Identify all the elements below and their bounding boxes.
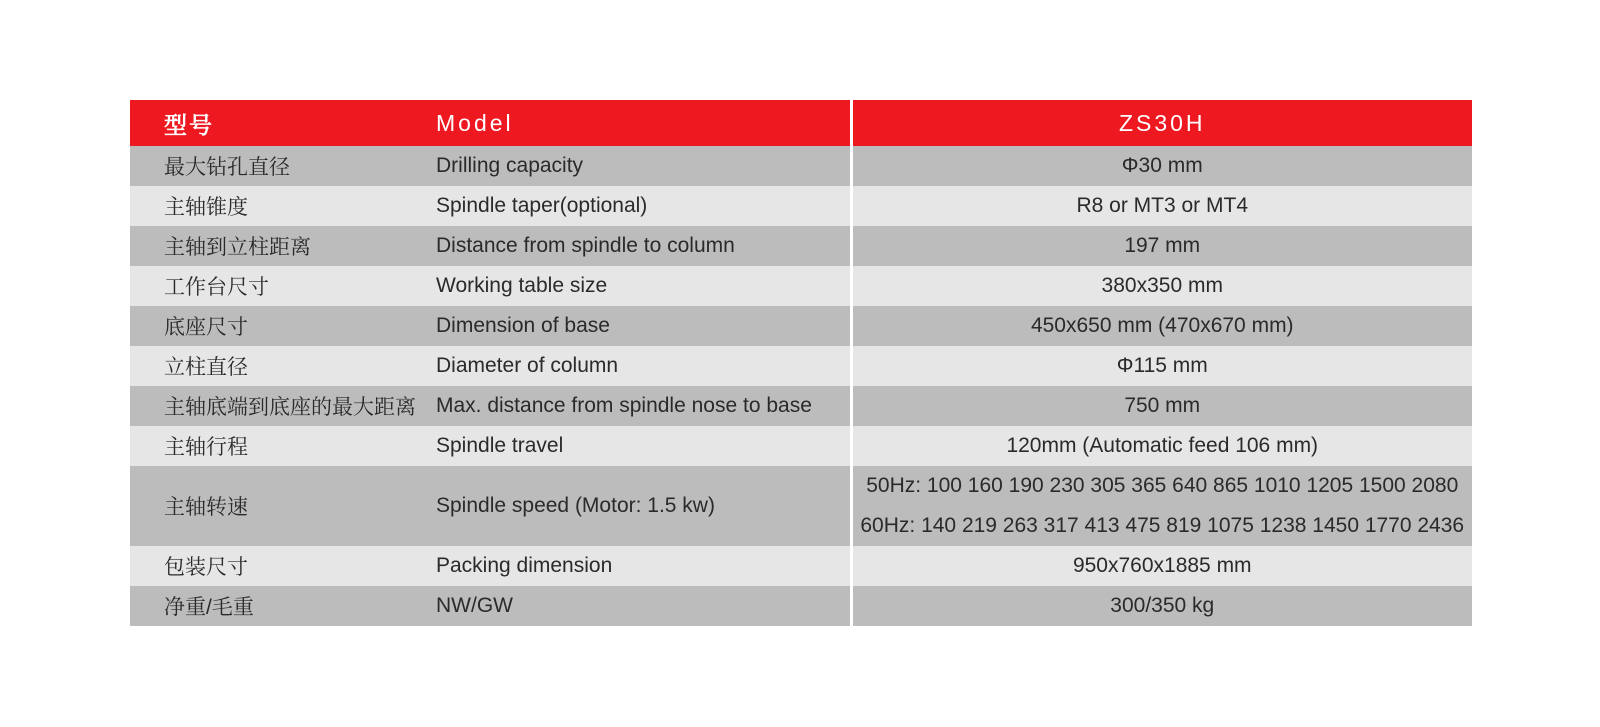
- header-en: Model: [436, 100, 851, 146]
- table-row: [130, 226, 1472, 266]
- row-value-speeds: [851, 466, 1472, 546]
- row-label-cn: 主轴转速: [130, 466, 436, 546]
- header-model-value: ZS30H: [851, 100, 1472, 146]
- row-value: 197 mm: [851, 226, 1472, 266]
- row-label-cn: 底座尺寸: [130, 306, 436, 346]
- header-cn: 型号: [130, 100, 436, 146]
- table-row: [130, 146, 1472, 186]
- table-row: [130, 386, 1472, 426]
- row-value: 950x760x1885 mm: [851, 546, 1472, 586]
- row-value: 300/350 kg: [851, 586, 1472, 626]
- row-label-en: Diameter of column: [436, 346, 851, 386]
- row-label-en: Spindle speed (Motor: 1.5 kw): [436, 466, 851, 546]
- row-value: 380x350 mm: [851, 266, 1472, 306]
- row-label-en: Working table size: [436, 266, 851, 306]
- table-row: [130, 586, 1472, 626]
- table-row: [130, 426, 1472, 466]
- row-label-en: Packing dimension: [436, 546, 851, 586]
- row-label-cn: 净重/毛重: [130, 586, 436, 626]
- row-value: 120mm (Automatic feed 106 mm): [851, 426, 1472, 466]
- row-label-en: NW/GW: [436, 586, 851, 626]
- speed-50hz: 50Hz: 100 160 190 230 305 365 640 865 1010 1205 1500 2080: [866, 474, 1459, 497]
- row-label-cn: 最大钻孔直径: [130, 146, 436, 186]
- row-value: Φ30 mm: [851, 146, 1472, 186]
- row-label-cn: 主轴锥度: [130, 186, 436, 226]
- row-value: Φ115 mm: [851, 346, 1472, 386]
- row-label-cn: 主轴到立柱距离: [130, 226, 436, 266]
- table-row: [130, 306, 1472, 346]
- header-row: [130, 100, 1472, 146]
- table-row: [130, 546, 1472, 586]
- table-row: [130, 266, 1472, 306]
- row-label-en: Max. distance from spindle nose to base: [436, 386, 851, 426]
- row-label-cn: 主轴行程: [130, 426, 436, 466]
- row-label-en: Spindle travel: [436, 426, 851, 466]
- row-label-cn: 主轴底端到底座的最大距离: [130, 386, 436, 426]
- row-value: R8 or MT3 or MT4: [851, 186, 1472, 226]
- row-value: 450x650 mm (470x670 mm): [851, 306, 1472, 346]
- row-label-en: Dimension of base: [436, 306, 851, 346]
- row-label-cn: 工作台尺寸: [130, 266, 436, 306]
- row-label-en: Spindle taper(optional): [436, 186, 851, 226]
- speed-60hz: 60Hz: 140 219 263 317 413 475 819 1075 1238 1450 1770 2436: [860, 514, 1465, 537]
- row-label-cn: 包装尺寸: [130, 546, 436, 586]
- table-row: [130, 186, 1472, 226]
- row-value: 750 mm: [851, 386, 1472, 426]
- spec-table: [130, 100, 1472, 626]
- row-label-cn: 立柱直径: [130, 346, 436, 386]
- row-label-en: Distance from spindle to column: [436, 226, 851, 266]
- table-row: [130, 346, 1472, 386]
- table-row: [130, 466, 1472, 546]
- row-label-en: Drilling capacity: [436, 146, 851, 186]
